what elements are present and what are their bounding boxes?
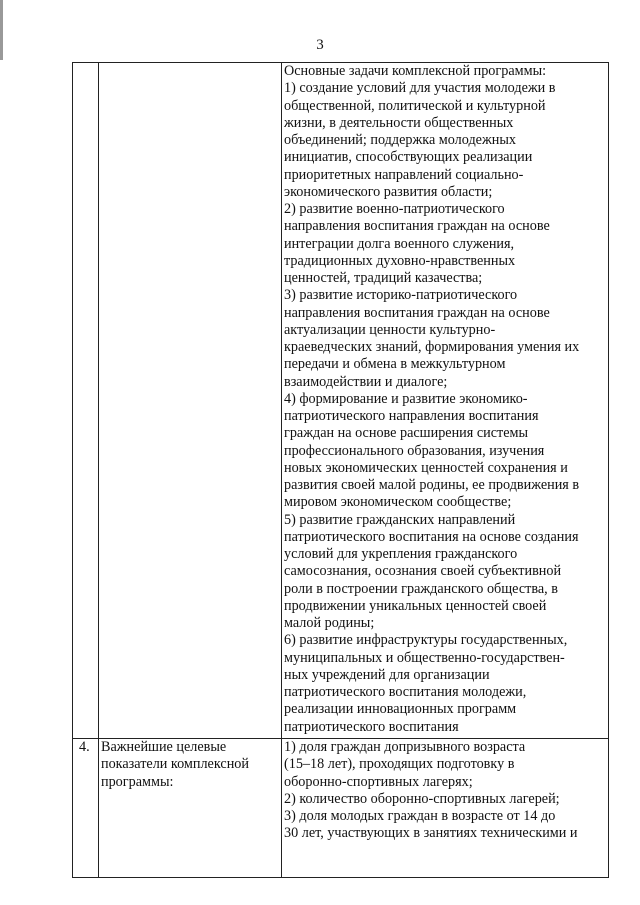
indicators-text-line: оборонно-спортивных лагерях;: [284, 773, 473, 790]
indicators-text-line: 3) доля молодых граждан в возрасте от 14 до: [284, 808, 556, 824]
row-value-cell: [282, 63, 609, 739]
tasks-text-line: условий для укрепления гражданского: [284, 546, 518, 562]
indicators-title-line: показатели комплексной: [101, 756, 249, 773]
tasks-text-line: 3) развитие историко-патриотического: [284, 287, 518, 304]
tasks-text: [284, 63, 606, 736]
tasks-text-line: граждан на основе расширения системы: [284, 425, 529, 442]
tasks-text-line: патриотического воспитания на основе создания: [284, 528, 579, 545]
tasks-text-line: жизни, в деятельности общественных: [284, 114, 514, 131]
tasks-text-line: экономического развития области;: [284, 183, 493, 200]
tasks-text-line: 5) развитие гражданских направлений: [284, 511, 516, 528]
tasks-text-line: ных учреждений для организации: [284, 666, 490, 683]
tasks-text-line: муниципальных и общественно-государствен-: [284, 649, 565, 666]
tasks-text-line: 6) развитие инфраструктуры государственных,: [284, 632, 568, 649]
tasks-text-line: новых экономических ценностей сохранения и: [284, 459, 568, 476]
tasks-text-line: 2) развитие военно-патриотического: [284, 201, 505, 217]
program-passport-table: [72, 62, 609, 878]
tasks-text-line: профессионального образования, изучения: [284, 442, 545, 459]
tasks-text-line: мировом экономическом сообществе;: [284, 494, 512, 511]
indicators-title-line: Важнейшие целевые: [101, 739, 227, 755]
tasks-text-line: самосознания, осознания своей субъективной: [284, 563, 562, 580]
tasks-text-line: инициатив, способствующих реализации: [284, 149, 533, 166]
indicators-text-line: 1) доля граждан допризывного возраста: [284, 739, 526, 755]
tasks-text-line: патриотического воспитания: [284, 718, 459, 735]
tasks-text-line: развития своей малой родины, ее продвижения в: [284, 477, 580, 493]
tasks-text-line: интеграции долга военного служения,: [284, 235, 515, 252]
indicators-title-line: программы:: [101, 773, 174, 790]
indicators-text-line: (15–18 лет), проходящих подготовку в: [284, 756, 515, 773]
indicators-text: [284, 739, 606, 843]
tasks-text-line: патриотического направления воспитания: [284, 408, 539, 424]
row-value-cell: [282, 739, 609, 878]
tasks-text-line: Основные задачи комплексной программы:: [284, 63, 547, 79]
tasks-text-line: краеведческих знаний, формирования умения их: [284, 339, 580, 355]
tasks-text-line: взаимодействии и диалоге;: [284, 373, 448, 390]
tasks-text-line: 4) формирование и развитие экономико-: [284, 390, 528, 407]
tasks-text-line: актуализации ценности культурно-: [284, 321, 496, 338]
table-row-indicators: [73, 739, 609, 878]
tasks-text-line: передачи и обмена в межкультурном: [284, 356, 506, 373]
tasks-text-line: патриотического воспитания молодежи,: [284, 684, 527, 700]
tasks-text-line: ценностей, традиций казачества;: [284, 270, 483, 286]
tasks-text-line: направления воспитания граждан на основе: [284, 218, 550, 235]
tasks-text-line: традиционных духовно-нравственных: [284, 252, 516, 269]
tasks-text-line: общественной, политической и культурной: [284, 97, 546, 114]
tasks-text-line: 1) создание условий для участия молодежи в: [284, 80, 556, 97]
row-number-cell: 4.: [73, 739, 99, 878]
tasks-text-line: роли в построении гражданского общества, в: [284, 580, 558, 597]
tasks-text-line: объединений; поддержка молодежных: [284, 132, 516, 148]
table-row-tasks: [73, 63, 609, 739]
indicators-title: [101, 739, 279, 791]
row-name-cell: [99, 739, 282, 878]
page-number: 3: [316, 37, 324, 53]
tasks-text-line: реализации инновационных программ: [284, 701, 517, 718]
row-number-cell: [73, 63, 99, 739]
tasks-text-line: направления воспитания граждан на основе: [284, 304, 550, 321]
tasks-text-line: приоритетных направлений социально-: [284, 166, 524, 183]
tasks-text-line: продвижении уникальных ценностей своей: [284, 597, 547, 614]
row-name-cell: [99, 63, 282, 739]
indicators-text-line: 30 лет, участвующих в занятиях техническими и: [284, 825, 578, 842]
tasks-text-line: малой родины;: [284, 615, 375, 631]
indicators-text-line: 2) количество оборонно-спортивных лагерей;: [284, 790, 560, 807]
